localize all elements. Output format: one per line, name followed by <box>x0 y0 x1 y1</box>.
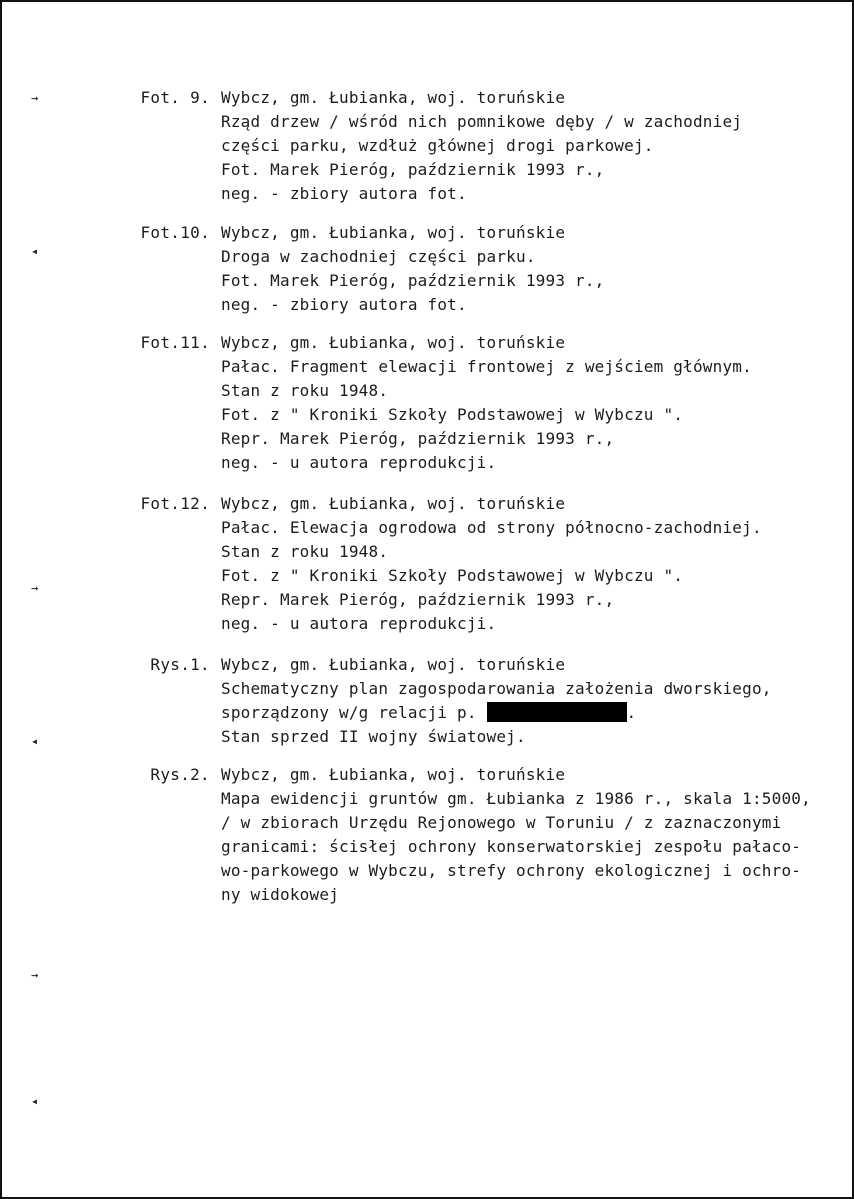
entry-line: Wybcz, gm. Łubianka, woj. toruńskie <box>221 333 566 352</box>
entry-line: Pałac. Fragment elewacji frontowej z wejściem głównym. <box>221 357 752 376</box>
entry-line: części parku, wzdłuż głównej drogi parkowej. <box>221 136 654 155</box>
entry-text <box>221 86 841 206</box>
entry-label: Fot. 9. <box>140 88 210 107</box>
entry-line: granicami: ścisłej ochrony konserwatorskiej zespołu pałaco- <box>221 837 802 856</box>
entry-label: Rys.2. <box>150 765 210 784</box>
entry-line: Wybcz, gm. Łubianka, woj. toruńskie <box>221 223 566 242</box>
entry-line: neg. - u autora reprodukcji. <box>221 614 497 633</box>
entry-label: Fot.11. <box>140 333 210 352</box>
entry-line: Stan sprzed II wojny światowej. <box>221 727 526 746</box>
entry-line: Schematyczny plan zagospodarowania założenia dworskiego, <box>221 679 772 698</box>
entry-line: wo-parkowego w Wybczu, strefy ochrony ekologicznej i ochro- <box>221 861 802 880</box>
entry-line: Wybcz, gm. Łubianka, woj. toruńskie <box>221 765 566 784</box>
entry-text <box>221 653 841 749</box>
entry-line: Rząd drzew / wśród nich pomnikowe dęby / w zachodniej <box>221 112 743 131</box>
entry-line-with-redaction <box>221 701 841 725</box>
entry-line: Wybcz, gm. Łubianka, woj. toruńskie <box>221 88 566 107</box>
entry-line: Stan z roku 1948. <box>221 542 389 561</box>
margin-mark: ◂ <box>31 1094 39 1108</box>
margin-mark: ◂ <box>31 244 39 258</box>
entry-line: ny widokowej <box>221 885 339 904</box>
entry-line: Fot. Marek Pieróg, październik 1993 r., <box>221 160 605 179</box>
entry-line: Droga w zachodniej części parku. <box>221 247 536 266</box>
margin-mark: → <box>31 968 39 982</box>
entry-label: Fot.12. <box>140 494 210 513</box>
entry-line: Fot. Marek Pieróg, październik 1993 r., <box>221 271 605 290</box>
entry-line: Mapa ewidencji gruntów gm. Łubianka z 1986 r., skala 1:5000, <box>221 789 811 808</box>
margin-mark: → <box>31 91 39 105</box>
entry-line: / w zbiorach Urzędu Rejonowego w Toruniu / z zaznaczonymi <box>221 813 782 832</box>
entry-label: Fot.10. <box>140 223 210 242</box>
entry-text <box>221 221 841 317</box>
entry-line: Wybcz, gm. Łubianka, woj. toruńskie <box>221 494 566 513</box>
entry-line: sporządzony w/g relacji p. <box>221 703 477 722</box>
redaction-block <box>487 702 627 722</box>
entry-line: Fot. z " Kroniki Szkoły Podstawowej w Wybczu ". <box>221 566 684 585</box>
entry-line: Fot. z " Kroniki Szkoły Podstawowej w Wybczu ". <box>221 405 684 424</box>
entry-line: neg. - zbiory autora fot. <box>221 295 467 314</box>
entry-line: neg. - zbiory autora fot. <box>221 184 467 203</box>
entry-line: Wybcz, gm. Łubianka, woj. toruńskie <box>221 655 566 674</box>
entry-text <box>221 331 841 475</box>
entry-line: Pałac. Elewacja ogrodowa od strony północno-zachodniej. <box>221 518 762 537</box>
entry-line: Repr. Marek Pieróg, październik 1993 r., <box>221 429 615 448</box>
entry-line: Stan z roku 1948. <box>221 381 389 400</box>
entry-text <box>221 763 841 907</box>
margin-mark: ◂ <box>31 734 39 748</box>
entry-line: Repr. Marek Pieróg, październik 1993 r., <box>221 590 615 609</box>
entry-line: neg. - u autora reprodukcji. <box>221 453 497 472</box>
redaction-suffix: . <box>626 703 637 722</box>
entry-label: Rys.1. <box>150 655 210 674</box>
margin-mark: → <box>31 581 39 595</box>
entry-text <box>221 492 841 636</box>
